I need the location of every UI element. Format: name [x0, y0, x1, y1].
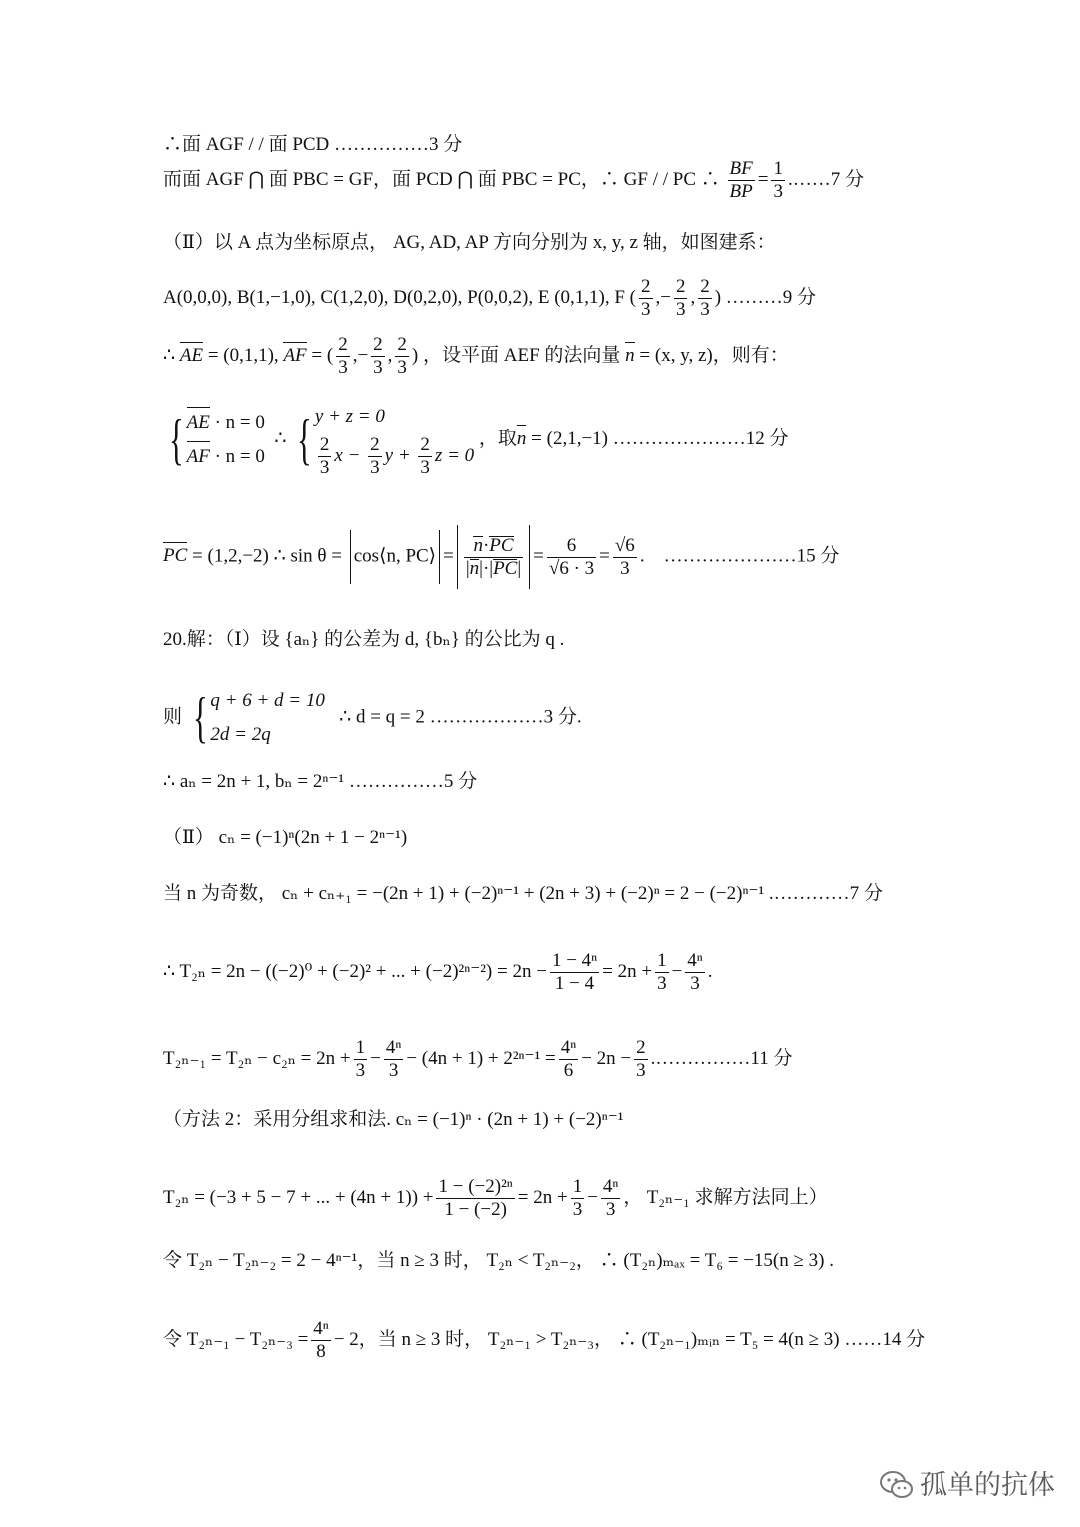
vector-n: n [625, 341, 635, 371]
vector-af: AF [283, 341, 306, 371]
line-5: ∴ AE = (0,1,1), AF = ( $\frac{2}{3}$ ,− $\frac{2}{3}$ , $\frac{2}{3}$ ) ，设平面 AEF 的法向量 n = (x, y, z)，则有： [163, 334, 789, 378]
line-16: T₂ₙ = (−3 + 5 − 7 + ... + (4n + 1)) + $\frac{\text{1 − (−2)²ⁿ}}{1 - (-2)}$ = 2n + $\frac{1}{3}$ − $\frac{\text{4ⁿ}}{3}$ ， T₂ₙ₋₁ 求解方法同上） [163, 1176, 828, 1220]
line-17: 令 T₂ₙ − T₂ₙ₋₂ = 2 − 4ⁿ⁻¹，当 n ≥ 3 时， T₂ₙ < T₂ₙ₋₂， ∴ (T₂ₙ)ₘₐₓ = T₆ = −15(n ≥ 3) . [163, 1250, 834, 1271]
system-normal-vector: AE · n = 0 AF · n = 0 [187, 406, 265, 474]
line-6: { AE · n = 0 AF · n = 0 ∴ { y + z = 0 $\frac{2}{3}$ x − $\frac{2}{3}$ y + $\frac{2}{3}$ z = 0 ，取n = (2,1,−1) …………………12 分 [163, 400, 960, 479]
line-2: 而面 AGF ⋂ 面 PBC = GF，面 PCD ⋂ 面 PBC = PC，∴ GF / / PC ∴ $\frac{BF}{BP}$ = $\frac{1}{3}$ .……7 分 [163, 158, 864, 202]
wechat-icon [880, 1470, 914, 1500]
line-9: 则 { q + 6 + d = 10 2d = 2q ∴ d = q = 2 ………………3 分. [163, 684, 960, 752]
line-1: ∴面 AGF / / 面 PCD ……………3 分 [163, 134, 463, 155]
line-18: 令 T₂ₙ₋₁ − T₂ₙ₋₃ = $\frac{\text{4ⁿ}}{8}$ − 2，当 n ≥ 3 时， T₂ₙ₋₁ > T₂ₙ₋₃， ∴ (T₂ₙ₋₁)ₘᵢₙ = T₅ = 4(n ≥ 3) ……14 分 [163, 1318, 926, 1362]
system-coordinates: y + z = 0 $\frac{2}{3}$ x − $\frac{2}{3}$ y + $\frac{2}{3}$ z = 0 [314, 406, 475, 478]
line-10: ∴ aₙ = 2n + 1, bₙ = 2ⁿ⁻¹ ……………5 分 [163, 771, 478, 792]
system-q-d: q + 6 + d = 10 2d = 2q [210, 690, 325, 745]
line-15: （方法 2：采用分组求和法. cₙ = (−1)ⁿ · (2n + 1) + (−2)ⁿ⁻¹ [163, 1109, 624, 1130]
line-11: （Ⅱ） cₙ = (−1)ⁿ(2n + 1 − 2ⁿ⁻¹) [163, 827, 408, 848]
line-8: 20.解：（Ⅰ）设 {aₙ} 的公差为 d, {bₙ} 的公比为 q . [163, 629, 565, 650]
line-4: A(0,0,0), B(1,−1,0), C(1,2,0), D(0,2,0), P(0,0,2), E (0,1,1), F ( $\frac{2}{3}$ ,− $\frac{2}{3}$ , $\frac{2}{3}$ ) ………9 分 [163, 276, 817, 320]
fraction-one-third: $\frac{1}{3}$ [773, 158, 783, 202]
line-14: T₂ₙ₋₁ = T₂ₙ − c₂ₙ = 2n + $\frac{1}{3}$ − $\frac{\text{4ⁿ}}{3}$ − (4n + 1) + 2²ⁿ⁻¹ = $\frac{\text{4ⁿ}}{6}$ − 2n − $\frac{2}{3}$ .……………11 分 [163, 1037, 793, 1081]
line-12: 当 n 为奇数， cₙ + cₙ₊₁ = −(2n + 1) + (−2)ⁿ⁻¹ + (2n + 3) + (−2)ⁿ = 2 − (−2)ⁿ⁻¹ .…………7 分 [163, 883, 883, 904]
watermark-text: 孤单的抗体 [920, 1470, 1055, 1501]
line-3: （Ⅱ）以 A 点为坐标原点， AG, AD, AP 方向分别为 x, y, z 轴，如图建系： [163, 232, 776, 253]
fraction-bf-bp: $\frac{BF}{BP}$ [729, 158, 753, 202]
line-2-score: ……7 分 [792, 168, 864, 190]
vector-ae: AE [180, 341, 203, 371]
line-13: ∴ T₂ₙ = 2n − ((−2)⁰ + (−2)² + ... + (−2)²ⁿ⁻²) = 2n − $\frac{\text{1 − 4ⁿ}}{1 - 4}$ = 2n + $\frac{1}{3}$ − $\frac{\text{4ⁿ}}{3}$ . [163, 950, 713, 994]
watermark [880, 1468, 1060, 1508]
line-2-text: 而面 AGF ⋂ 面 PBC = GF，面 PCD ⋂ 面 PBC = PC，∴ GF / / PC ∴ [163, 168, 720, 190]
line-7: PC = (1,2,−2) ∴ sin θ = cos⟨n, PC⟩ = $\frac{n\cdot PC}{|n|\cdot|PC|}$ = $\frac{6}{√6 \cdot 3}$ = $\frac{√6}{3}$ . …………………15 分 [163, 525, 960, 589]
